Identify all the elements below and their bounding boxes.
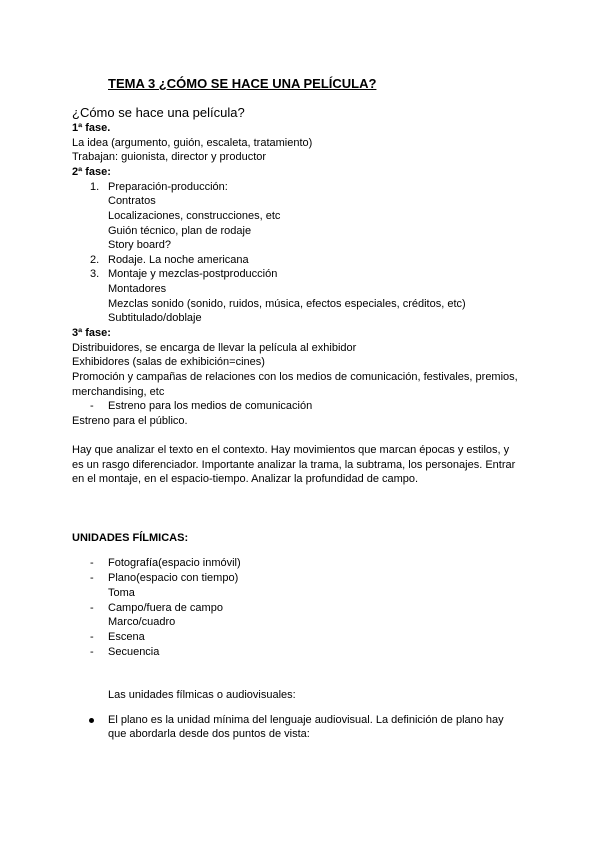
unit-item: Fotografía(espacio inmóvil) <box>108 557 241 569</box>
list-item: Preparación-producción: <box>108 181 228 193</box>
list-subitem: Subtitulado/doblaje <box>108 312 202 324</box>
list-subitem: Story board? <box>108 239 171 251</box>
dash-marker: - <box>90 646 94 658</box>
unit-subitem: Toma <box>108 587 135 599</box>
list-subitem: Contratos <box>108 195 156 207</box>
dash-marker: - <box>90 572 94 584</box>
unit-item: Plano(espacio con tiempo) <box>108 572 239 584</box>
list-subitem: Localizaciones, construcciones, etc <box>108 210 281 222</box>
unit-item: Campo/fuera de campo <box>108 602 223 614</box>
phase3-line: Promoción y campañas de relaciones con los medios de comunicación, festivales, premios, <box>72 371 518 383</box>
list-item: Montaje y mezclas-postproducción <box>108 268 278 280</box>
phase3-dash-item: Estreno para los medios de comunicación <box>108 400 313 412</box>
unit-subitem: Marco/cuadro <box>108 616 176 628</box>
phase3-line: Estreno para el público. <box>72 415 188 427</box>
phase3-line: merchandising, etc <box>72 386 165 398</box>
list-subitem: Guión técnico, plan de rodaje <box>108 225 252 237</box>
unit-item: Escena <box>108 631 145 643</box>
list-subitem: Montadores <box>108 283 167 295</box>
unit-item: Secuencia <box>108 646 160 658</box>
dash-marker: - <box>90 602 94 614</box>
units-heading: UNIDADES FÍLMICAS: <box>72 532 189 544</box>
bullet-line: que abordarla desde dos puntos de vista: <box>108 728 310 740</box>
subtitle: ¿Cómo se hace una película? <box>72 105 245 120</box>
phase3-line: Exhibidores (salas de exhibición=cines) <box>72 356 265 368</box>
list-number: 1. <box>90 181 100 193</box>
phase1-line: Trabajan: guionista, director y productor <box>72 151 267 163</box>
phase1-line: La idea (argumento, guión, escaleta, tratamiento) <box>72 137 313 149</box>
list-item: Rodaje. La noche americana <box>108 254 249 266</box>
phase3-line: Distribuidores, se encarga de llevar la película al exhibidor <box>72 342 357 354</box>
paragraph-line: en el montaje, en el espacio-tiempo. Analizar la profundidad de campo. <box>72 473 419 485</box>
phase3-heading: 3ª fase: <box>72 327 111 339</box>
bullet-dot-icon <box>89 718 94 723</box>
list-subitem: Mezclas sonido (sonido, ruidos, música, efectos especiales, créditos, etc) <box>108 298 466 310</box>
list-number: 3. <box>90 268 100 280</box>
page-title: TEMA 3 ¿CÓMO SE HACE UNA PELÍCULA? <box>108 76 377 91</box>
dash-marker: - <box>90 631 94 643</box>
paragraph-line: Hay que analizar el texto en el contexto. Hay movimientos que marcan épocas y estilos, y <box>72 444 510 456</box>
units-intro: Las unidades fílmicas o audiovisuales: <box>108 689 296 701</box>
phase2-heading: 2ª fase: <box>72 166 111 178</box>
phase1-heading: 1ª fase. <box>72 122 111 134</box>
paragraph-line: es un rasgo diferenciador. Importante analizar la trama, la subtrama, los personajes. Entrar <box>72 459 516 471</box>
dash-marker: - <box>90 557 94 569</box>
list-number: 2. <box>90 254 100 266</box>
bullet-line: El plano es la unidad mínima del lenguaje audiovisual. La definición de plano hay <box>108 714 504 726</box>
dash-marker: - <box>90 400 94 412</box>
